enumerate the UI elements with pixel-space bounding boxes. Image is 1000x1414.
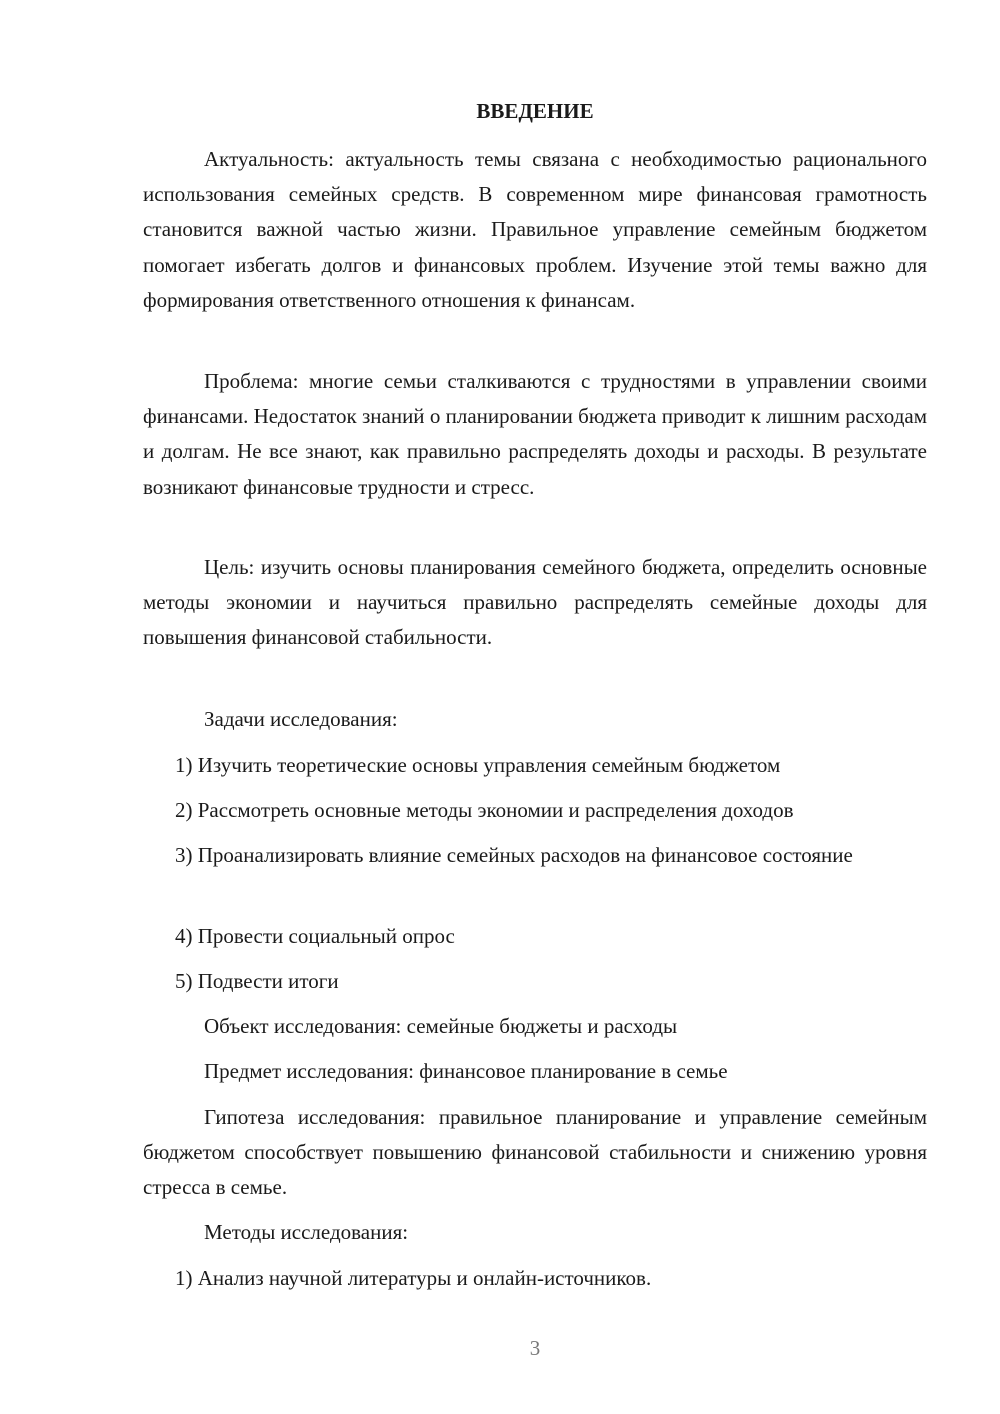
task-item-5: 5) Подвести итоги xyxy=(175,969,339,993)
methods-heading: Методы исследования: xyxy=(204,1220,409,1244)
page-title: ВВЕДЕНИЕ xyxy=(476,99,594,123)
task-item-3: 3) Проанализировать влияние семейных расходов на финансовое состояние xyxy=(175,843,853,867)
hypothesis-paragraph: Гипотеза исследования: правильное планирование и управление семейным бюджетом способствует повышению финансовой стабильности и снижению уровня стресса в семье. xyxy=(143,1105,927,1200)
task-item-1: 1) Изучить теоретические основы управления семейным бюджетом xyxy=(175,753,781,777)
relevance-paragraph: Актуальность: актуальность темы связана с необходимостью рационального использования семейных средств. В современном мире финансовая грамотность становится важной частью жизни. Правильное управление семейным бюджетом помогает избегать долгов и финансовых проблем. Изучение этой темы важно для формирования ответственного отношения к финансам. xyxy=(143,147,927,312)
task-item-2: 2) Рассмотреть основные методы экономии и распределения доходов xyxy=(175,798,794,822)
research-object: Объект исследования: семейные бюджеты и расходы xyxy=(204,1014,678,1038)
method-item-1: 1) Анализ научной литературы и онлайн-источников. xyxy=(175,1266,652,1290)
page-number: 3 xyxy=(529,1336,541,1360)
tasks-heading: Задачи исследования: xyxy=(204,707,398,731)
goal-paragraph: Цель: изучить основы планирования семейного бюджета, определить основные методы экономии и научиться правильно распределять семейные доходы для повышения финансовой стабильности. xyxy=(143,555,927,650)
document-page xyxy=(143,0,927,1414)
problem-paragraph: Проблема: многие семьи сталкиваются с трудностями в управлении своими финансами. Недостаток знаний о планировании бюджета приводит к лишним расходам и долгам. Не все знают, как правильно распределять доходы и расходы. В результате возникают финансовые трудности и стресс. xyxy=(143,369,927,499)
task-item-4: 4) Провести социальный опрос xyxy=(175,924,455,948)
research-subject: Предмет исследования: финансовое планирование в семье xyxy=(204,1059,728,1083)
